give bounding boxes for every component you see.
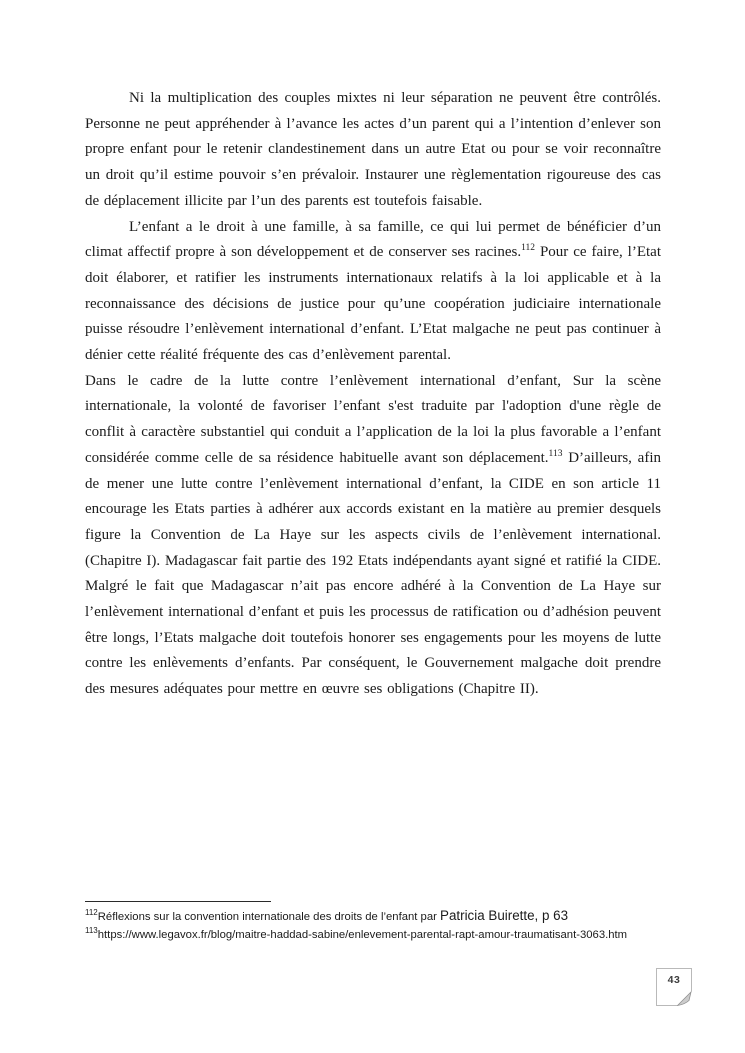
body-text [85, 86, 661, 703]
footnote-item [85, 927, 670, 945]
page-curl-icon [677, 991, 692, 1006]
footnote-item [85, 907, 670, 927]
text-segment: Réflexions sur la convention internationale des droits de l’enfant par [97, 911, 441, 923]
page-number-box [656, 968, 692, 1006]
footnote-reference: 112 [521, 243, 536, 254]
footnote-separator [85, 901, 271, 902]
text-segment: https://www.legavox.fr/blog/maitre-haddad-sabine/enlevement-parental-rapt-amour-traumatisant-3063.htm [97, 928, 628, 941]
text-segment: Pour ce faire, l’Etat doit élaborer, et ratifier les instruments internationaux relatifs à la loi applicable et à la reconnaissance des décisions de justice pour qu’une coopération judiciaire internationale puisse résoudre l’enlèvement international d’enfant. L’Etat malgache ne peut pas continuer à dénier cette réalité fréquente des cas d’enlèvement parental. [85, 244, 661, 364]
text-segment: Ni la multiplication des couples mixtes ni leur séparation ne peuvent être contrôlés. Personne ne peut appréhender à l’avance les actes d’un parent qui a l’intention d’enlever son propre enfant pour le retenir clandestinement dans un autre Etat ou pour se voir reconnaître un droit qu’il estime pouvoir s’en prévaloir. Instaurer une règlementation rigoureuse des cas de déplacement illicite par l’un des parents est toutefois faisable. [85, 90, 661, 209]
footnote-marker: 113 [85, 925, 98, 935]
footnote-reference: 113 [548, 448, 563, 459]
body-paragraph [85, 215, 661, 369]
footnote-marker: 112 [85, 908, 98, 918]
text-segment: Patricia Buirette, p 63 [440, 908, 569, 923]
text-segment: D’ailleurs, afin de mener une lutte contre l’enlèvement international d’enfant, la CIDE en son article 11 encourage les Etats parties à adhérer aux accords existant en la matière au premier desquels figure la Convention de La Haye sur les aspects civils de l’enlèvement international. (Chapitre I). Madagascar fait partie des 192 Etats indépendants ayant signé et ratifié la CIDE. Malgré le fait que Madagascar n’ait pas encore adhéré à la Convention de La Haye sur l’enlèvement international d’enfant et puis les processus de ratification ou d’adhésion peuvent être longs, l’Etats malgache doit toutefois honorer ses engagements pour les moyens de lutte contre les enlèvements d’enfants. Par conséquent, le Gouvernement malgache doit prendre des mesures adéquates pour mettre en œuvre ses obligations (Chapitre II). [85, 449, 661, 698]
page-number: 43 [667, 974, 681, 986]
footnote-area [85, 901, 670, 944]
text-segment: L’enfant a le droit à une famille, à sa famille, ce qui lui permet de bénéficier d’un climat affectif propre à son développement et de conserver ses racines. [85, 218, 661, 261]
text-segment: Dans le cadre de la lutte contre l’enlèvement international d’enfant, Sur la scène internationale, la volonté de favoriser l’enfant s'est traduite par l'adoption d'une règle de conflit à caractère substantiel qui conduit a l’application de la loi la plus favorable a l’enfant considérée comme celle de sa résidence habituelle avant son déplacement. [85, 372, 661, 466]
body-paragraph [85, 369, 661, 703]
body-paragraph [85, 86, 661, 215]
footnote-list [85, 907, 670, 944]
